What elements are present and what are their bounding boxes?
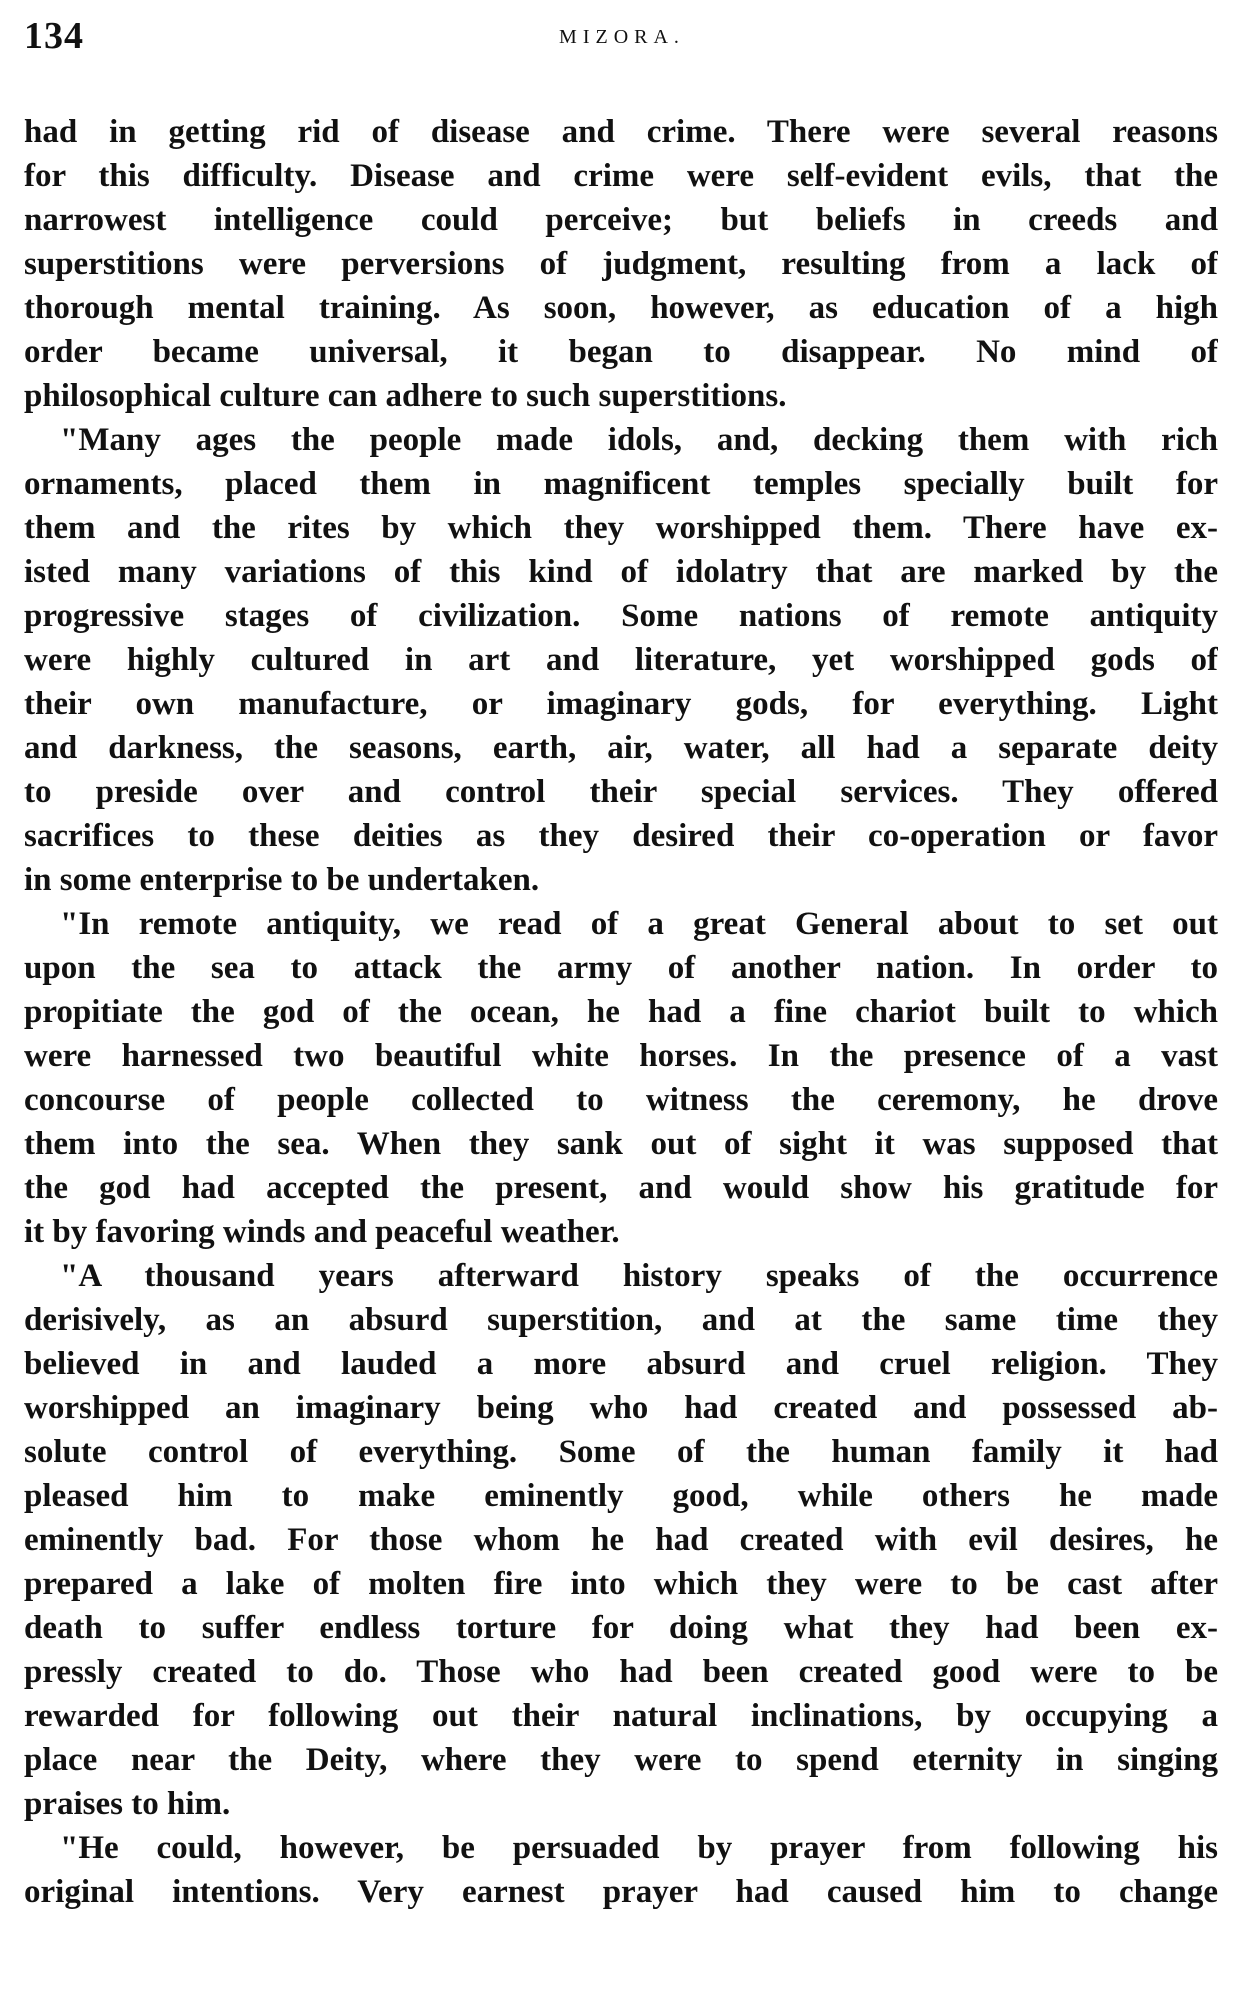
text-line: them and the rites by which they worshipped them. There have ex- bbox=[24, 510, 1218, 546]
page-header bbox=[24, 14, 1220, 64]
text-line: eminently bad. For those whom he had created with evil desires, he bbox=[24, 1522, 1218, 1558]
text-line: to preside over and control their special services. They offered bbox=[24, 774, 1218, 810]
text-line: their own manufacture, or imaginary gods, for everything. Light bbox=[24, 686, 1218, 722]
text-line: order became universal, it began to disappear. No mind of bbox=[24, 334, 1218, 370]
text-line: propitiate the god of the ocean, he had a fine chariot built to which bbox=[24, 994, 1218, 1030]
text-line: concourse of people collected to witness the ceremony, he drove bbox=[24, 1082, 1218, 1118]
running-title: MIZORA. bbox=[559, 26, 685, 48]
text-line: were harnessed two beautiful white horses. In the presence of a vast bbox=[24, 1038, 1218, 1074]
text-line: ornaments, placed them in magnificent temples specially built for bbox=[24, 466, 1218, 502]
text-line: progressive stages of civilization. Some nations of remote antiquity bbox=[24, 598, 1218, 634]
text-line: upon the sea to attack the army of another nation. In order to bbox=[24, 950, 1218, 986]
text-line: it by favoring winds and peaceful weather. bbox=[24, 1214, 620, 1250]
text-line: superstitions were perversions of judgment, resulting from a lack of bbox=[24, 246, 1218, 282]
text-line: believed in and lauded a more absurd and cruel religion. They bbox=[24, 1346, 1218, 1382]
text-line: sacrifices to these deities as they desired their co-operation or favor bbox=[24, 818, 1218, 854]
page-number: 134 bbox=[24, 15, 84, 57]
text-line: worshipped an imaginary being who had created and possessed ab- bbox=[24, 1390, 1218, 1426]
text-line: in some enterprise to be undertaken. bbox=[24, 862, 540, 898]
text-line: and darkness, the seasons, earth, air, water, all had a separate deity bbox=[24, 730, 1218, 766]
text-line: death to suffer endless torture for doing what they had been ex- bbox=[24, 1610, 1218, 1646]
text-line: prepared a lake of molten fire into which they were to be cast after bbox=[24, 1566, 1218, 1602]
text-line: had in getting rid of disease and crime. There were several reasons bbox=[24, 114, 1218, 150]
text-line: "Many ages the people made idols, and, decking them with rich bbox=[60, 422, 1218, 458]
text-line: them into the sea. When they sank out of sight it was supposed that bbox=[24, 1126, 1218, 1162]
body-text bbox=[24, 110, 1218, 1914]
text-line: thorough mental training. As soon, however, as education of a high bbox=[24, 290, 1218, 326]
text-line: solute control of everything. Some of the human family it had bbox=[24, 1434, 1218, 1470]
text-line: the god had accepted the present, and would show his gratitude for bbox=[24, 1170, 1218, 1206]
text-line: place near the Deity, where they were to spend eternity in singing bbox=[24, 1742, 1218, 1778]
text-line: "He could, however, be persuaded by prayer from following his bbox=[60, 1830, 1218, 1866]
text-line: "A thousand years afterward history speaks of the occurrence bbox=[60, 1258, 1218, 1294]
text-line: pleased him to make eminently good, while others he made bbox=[24, 1478, 1218, 1514]
text-line: original intentions. Very earnest prayer had caused him to change bbox=[24, 1874, 1218, 1910]
text-line: for this difficulty. Disease and crime were self-evident evils, that the bbox=[24, 158, 1218, 194]
text-line: were highly cultured in art and literature, yet worshipped gods of bbox=[24, 642, 1218, 678]
text-line: "In remote antiquity, we read of a great General about to set out bbox=[60, 906, 1218, 942]
text-line: praises to him. bbox=[24, 1786, 231, 1822]
text-line: rewarded for following out their natural inclinations, by occupying a bbox=[24, 1698, 1218, 1734]
text-line: narrowest intelligence could perceive; but beliefs in creeds and bbox=[24, 202, 1218, 238]
text-line: derisively, as an absurd superstition, and at the same time they bbox=[24, 1302, 1218, 1338]
text-line: pressly created to do. Those who had been created good were to be bbox=[24, 1654, 1218, 1690]
text-line: philosophical culture can adhere to such superstitions. bbox=[24, 378, 787, 414]
text-line: isted many variations of this kind of idolatry that are marked by the bbox=[24, 554, 1218, 590]
